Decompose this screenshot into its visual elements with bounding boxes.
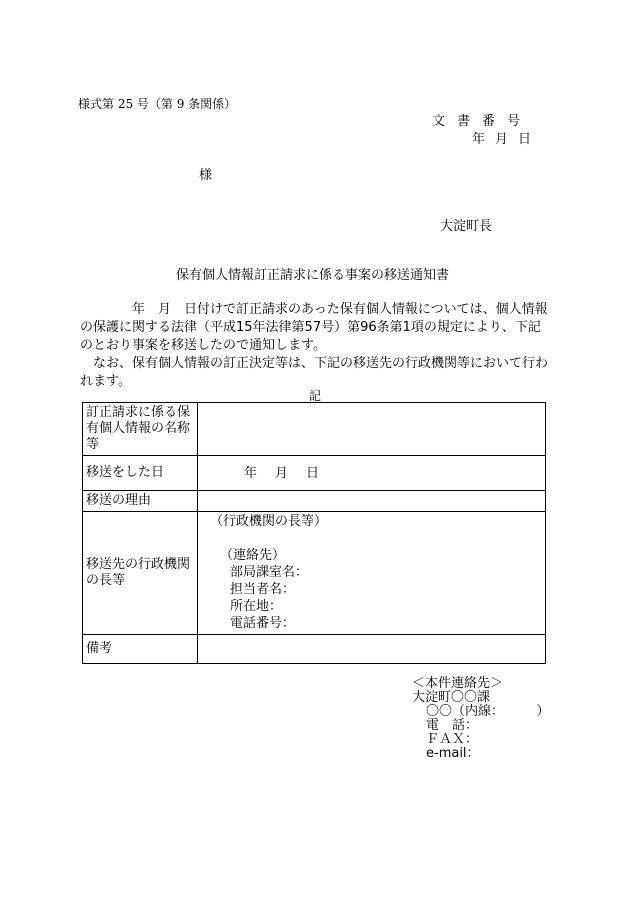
addressee-honorific: 様 <box>199 168 213 183</box>
issuer-name: 大淀町長 <box>440 219 493 234</box>
table-row <box>83 491 546 512</box>
transfer-date-value[interactable] <box>198 456 546 491</box>
body-paragraph-1: 年 月 日付けで訂正請求のあった保有個人情報については、個人情報の保護に関する法律（平成15年法律第57号）第96条第1項の規定により、下記のとおり事案を移送したので通知します。 <box>80 302 548 353</box>
transfer-date-label: 移送をした日 <box>83 456 198 491</box>
date-year-label: 年 <box>244 465 258 481</box>
transfer-reason-label: 移送の理由 <box>83 491 198 512</box>
table-row <box>83 403 546 456</box>
ki-marker: 記 <box>309 389 322 403</box>
info-name-value[interactable] <box>198 403 546 456</box>
table-row <box>83 635 546 664</box>
form-number: 様式第 25 号（第 9 条関係） <box>78 97 237 111</box>
destination-dept-line: 部局課室名： <box>230 565 309 580</box>
date-month-label: 月 <box>275 465 289 481</box>
destination-contact-line: （連絡先） <box>220 548 286 563</box>
transfer-details-table <box>82 402 546 664</box>
destination-phone-line: 電話番号： <box>230 616 296 631</box>
contact-extension: 〇〇（内線： ） <box>426 704 550 719</box>
document-title: 保有個人情報訂正請求に係る事案の移送通知書 <box>176 268 450 283</box>
date-day-label: 日 <box>306 465 320 481</box>
remarks-value[interactable] <box>198 635 546 664</box>
body-paragraph-2: なお、保有個人情報の訂正決定等は、下記の移送先の行政機関等において行われます。 <box>80 356 549 389</box>
body-text <box>80 301 550 391</box>
contact-heading: ＜本件連絡先＞ <box>412 676 504 691</box>
document-number-label: 文書番号 <box>432 114 533 129</box>
contact-email: e-mail： <box>426 746 480 761</box>
destination-person-line: 担当者名： <box>230 582 296 597</box>
contact-phone: 電 話： <box>426 718 479 733</box>
destination-label: 移送先の行政機関の長等 <box>83 512 198 635</box>
destination-head-line: （行政機関の長等） <box>210 514 328 529</box>
destination-value[interactable] <box>198 512 546 635</box>
contact-fax: ＦＡＸ： <box>426 732 479 747</box>
contact-block <box>412 677 550 761</box>
contact-dept: 大淀町〇〇課 <box>412 690 491 705</box>
transfer-reason-value[interactable] <box>198 491 546 512</box>
remarks-label: 備考 <box>83 635 198 664</box>
table-row <box>83 512 546 635</box>
info-name-label: 訂正請求に係る保有個人情報の名称等 <box>83 403 198 456</box>
date-line: 年月日 <box>472 132 542 147</box>
table-row <box>83 456 546 491</box>
destination-address-line: 所在地： <box>230 599 283 614</box>
